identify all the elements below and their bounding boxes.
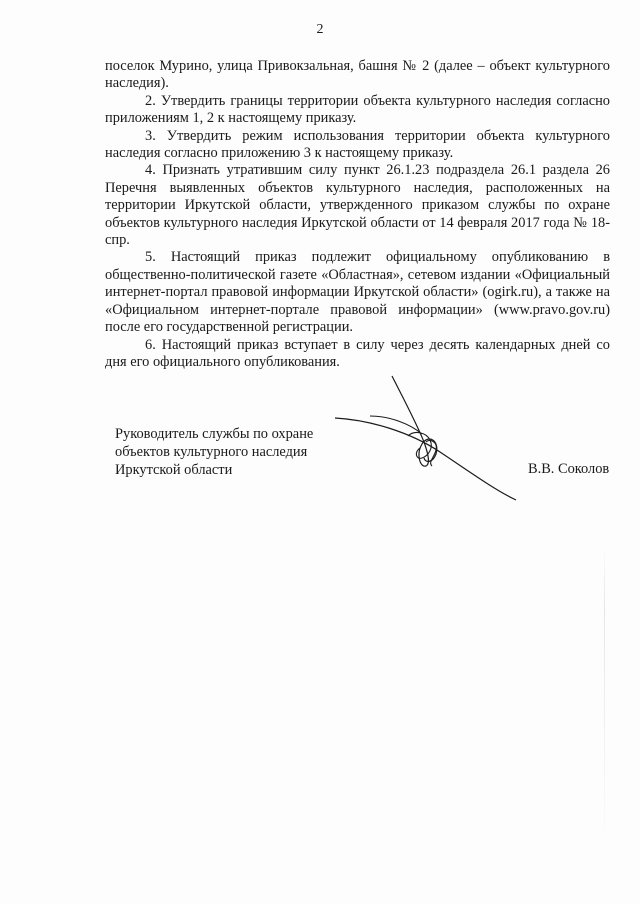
paragraph-1-continuation: поселок Мурино, улица Привокзальная, башня № 2 (далее – объект культурного наследия). [105,58,610,92]
handwritten-signature [330,372,520,502]
signatory-name: В.В. Соколов [528,461,610,477]
signatory-position [115,425,313,479]
page-number: 2 [316,22,324,37]
signatory-position-line-2: объектов культурного наследия [115,444,308,460]
paragraph-item-3: 3. Утвердить режим использования территории объекта культурного наследия согласно приложению 3 к настоящему приказу. [105,127,610,162]
paragraph-item-5: 5. Настоящий приказ подлежит официальному опубликованию в общественно-политической газете «Областная», сетевом издании «Официальный интернет-портал правовой информации Иркутской области» (ogirk.ru), а также на «Официальном интернет-портале правовой информации» (www.pravo.gov.ru) после его государственной регистрации. [105,249,610,336]
signatory-position-line-3: Иркутской области [115,462,233,478]
paragraph-item-4: 4. Признать утратившим силу пункт 26.1.23 подраздела 26.1 раздела 26 Перечня выявленных объектов культурного наследия, расположенных на территории Иркутской области, утвержденного приказом службы по охране объектов культурного наследия Иркутской области от 14 февраля 2017 года № 18-спр. [105,162,610,249]
paragraph-item-6: 6. Настоящий приказ вступает в силу через десять календарных дней со дня его официального опубликования. [105,336,610,370]
document-body [105,58,610,371]
paragraph-item-2: 2. Утвердить границы территории объекта культурного наследия согласно приложениям 1, 2 к настоящему приказу. [105,92,610,127]
signatory-position-line-1: Руководитель службы по охране [115,426,314,442]
scan-artifact-line [604,540,605,880]
